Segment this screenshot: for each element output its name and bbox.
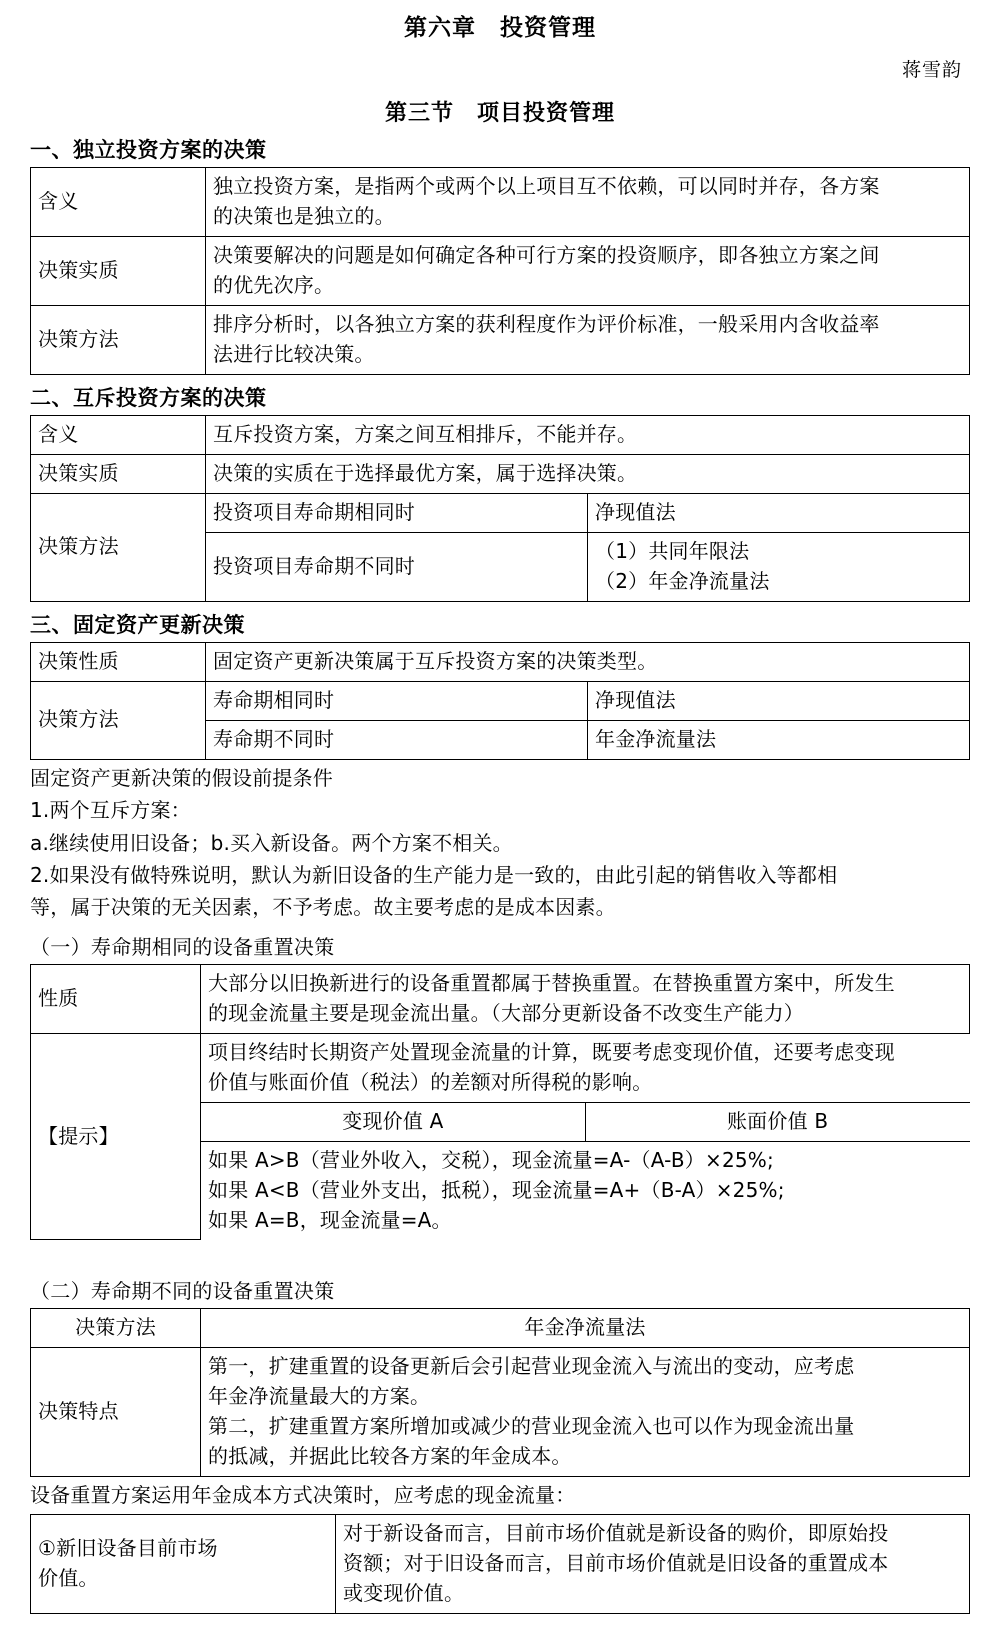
table-row [31,1033,970,1240]
text-line: 独立投资方案，是指两个或两个以上项目互不依赖，可以同时并存，各方案 [213,173,880,198]
heading-subsection-two: （二）寿命期不同的设备重置决策 [30,1279,335,1304]
tip-formulas [201,1141,970,1240]
table-row [31,493,970,532]
text-line: 价值。 [38,1565,99,1590]
cell-value-essence: 决策的实质在于选择最优方案，属于选择决策。 [206,454,970,493]
text-line: 的优先次序。 [213,272,335,297]
heading-section-one: 一、独立投资方案的决策 [30,137,267,162]
text-line: 年金净流量最大的方案。 [208,1384,431,1409]
table-row [31,642,970,681]
tip-header-book-value: 账面价值 B [585,1102,969,1141]
table-row [31,1309,970,1348]
table-same-life-replacement [30,964,970,1241]
formula-line: 如果 A>B（营业外收入，交税），现金流量=A-（A-B）×25%; [208,1147,774,1172]
cell-condition-same-life: 寿命期相同时 [206,681,588,720]
cashflow-note: 设备重置方案运用年金成本方式决策时，应考虑的现金流量： [30,1483,576,1508]
cell-condition-diff-life: 寿命期不同时 [206,720,588,759]
table-row [31,454,970,493]
cell-value-feature [201,1348,970,1477]
vertical-spacer [30,1242,970,1268]
cell-value-meaning: 互斥投资方案，方案之间互相排斥，不能并存。 [206,415,970,454]
tip-inner-table [201,1034,970,1240]
assumptions-item-1: 1.两个互斥方案： [30,798,191,823]
text-line: ①新旧设备目前市场 [38,1535,218,1560]
table-row [31,1348,970,1477]
cell-condition-diff-life: 投资项目寿命期不同时 [206,532,588,601]
assumptions-title: 固定资产更新决策的假设前提条件 [30,765,333,790]
cell-cashflow-item [31,1514,336,1613]
text-line: 价值与账面价值（税法）的差额对所得税的影响。 [208,1069,653,1094]
cell-value-tip [201,1033,970,1240]
table-independent-investment [30,167,970,375]
tip-intro [201,1034,970,1103]
text-line: （2）年金净流量法 [595,568,770,593]
assumptions-item-2-line-1: 2.如果没有做特殊说明，默认为新旧设备的生产能力是一致的，由此引起的销售收入等都相 [30,863,838,888]
formula-line: 如果 A<B（营业外支出，抵税），现金流量=A+（B-A）×25%; [208,1177,785,1202]
cell-label-method: 决策方法 [31,1309,201,1348]
cell-label-method: 决策方法 [31,681,206,759]
heading-section-three: 三、固定资产更新决策 [30,612,245,637]
section-title: 第三节 项目投资管理 [384,100,615,126]
text-line: （1）共同年限法 [595,538,750,563]
text-line: 的决策也是独立的。 [213,203,395,228]
cell-label-meaning: 含义 [31,167,206,236]
table-row [31,1514,970,1613]
table-different-life-replacement [30,1308,970,1477]
tip-header-realizable-value: 变现价值 A [201,1102,585,1141]
table-row [31,305,970,374]
cell-label-essence: 决策实质 [31,236,206,305]
text-line: 资额；对于旧设备而言，目前市场价值就是旧设备的重置成本 [343,1550,889,1575]
cell-label-feature: 决策特点 [31,1348,201,1477]
cell-result-same-life: 净现值法 [588,681,970,720]
text-line: 排序分析时，以各独立方案的获利程度作为评价标准，一般采用内含收益率 [213,311,880,336]
text-line: 决策要解决的问题是如何确定各种可行方案的投资顺序，即各独立方案之间 [213,242,880,267]
cell-cashflow-description [336,1514,970,1613]
text-line: 的抵减，并据此比较各方案的年金成本。 [208,1444,572,1469]
table-mutually-exclusive-investment [30,415,970,602]
table-row [201,1034,970,1103]
cell-label-meaning: 含义 [31,415,206,454]
text-line: 的现金流量主要是现金流出量。（大部分更新设备不改变生产能力） [208,1000,804,1025]
text-line: 第二，扩建重置方案所增加或减少的营业现金流入也可以作为现金流出量 [208,1414,855,1439]
cell-label-nature: 决策性质 [31,642,206,681]
text-line: 大部分以旧换新进行的设备重置都属于替换重置。在替换重置方案中，所发生 [208,970,895,995]
table-fixed-asset-renewal [30,642,970,760]
heading-subsection-one: （一）寿命期相同的设备重置决策 [30,934,335,959]
cell-value-method [206,305,970,374]
table-row [31,681,970,720]
table-row [201,1141,970,1240]
heading-section-two: 二、互斥投资方案的决策 [30,385,267,410]
cell-result-same-life: 净现值法 [588,493,970,532]
text-line: 或变现价值。 [343,1580,465,1605]
table-row [31,964,970,1033]
cell-result-diff-life [588,532,970,601]
text-line: 法进行比较决策。 [213,341,375,366]
assumptions-item-1a: a.继续使用旧设备；b.买入新设备。两个方案不相关。 [30,830,513,855]
cell-label-tip: 【提示】 [31,1033,201,1240]
cell-value-nature: 固定资产更新决策属于互斥投资方案的决策类型。 [206,642,970,681]
table-row [31,415,970,454]
cell-value-nature [201,964,970,1033]
table-cashflow-items [30,1514,970,1614]
table-row [31,236,970,305]
table-row [201,1102,970,1141]
table-row [31,167,970,236]
cell-value-meaning [206,167,970,236]
text-line: 第一，扩建重置的设备更新后会引起营业现金流入与流出的变动，应考虑 [208,1354,855,1379]
cell-label-method: 决策方法 [31,305,206,374]
cell-value-essence [206,236,970,305]
assumptions-item-2-line-2: 等，属于决策的无关因素，不予考虑。故主要考虑的是成本因素。 [30,895,616,920]
cell-result-diff-life: 年金净流量法 [588,720,970,759]
cell-label-method: 决策方法 [31,493,206,601]
chapter-title: 第六章 投资管理 [404,15,596,41]
cell-value-method: 年金净流量法 [201,1309,970,1348]
text-line: 项目终结时长期资产处置现金流量的计算，既要考虑变现价值，还要考虑变现 [208,1039,895,1064]
text-line: 对于新设备而言，目前市场价值就是新设备的购价，即原始投 [343,1520,889,1545]
cell-label-nature: 性质 [31,964,201,1033]
cell-condition-same-life: 投资项目寿命期相同时 [206,493,588,532]
author-name: 蒋雪韵 [901,58,962,81]
cell-label-essence: 决策实质 [31,454,206,493]
formula-line: 如果 A=B，现金流量=A。 [208,1207,452,1232]
